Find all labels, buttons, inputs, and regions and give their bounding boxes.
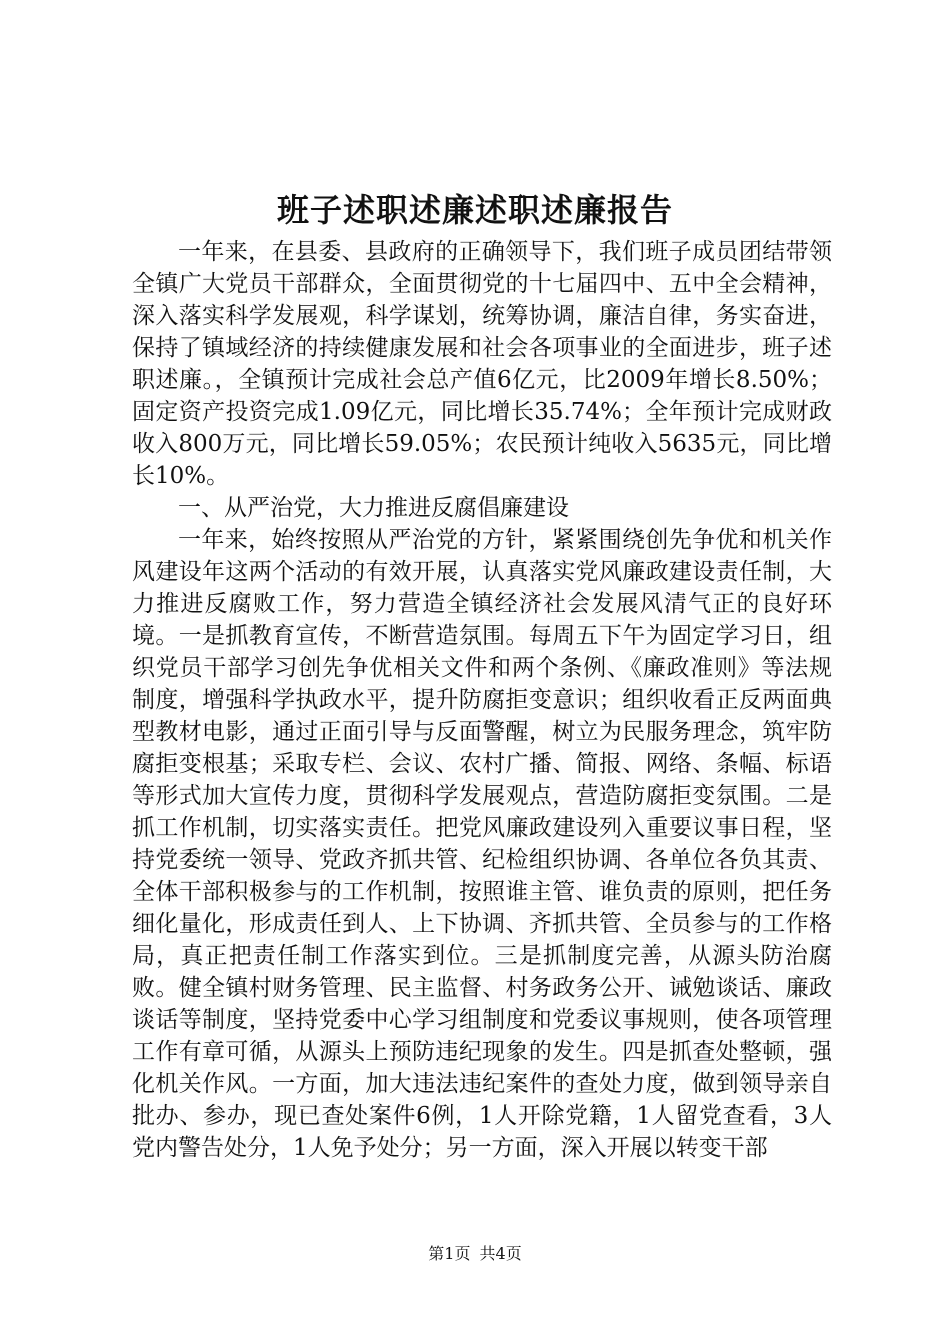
paragraph-section-one: 一年来，始终按照从严治党的方针，紧紧围绕创先争优和机关作风建设年这两个活动的有效开展，认真落实党风廉政建设责任制，大力推进反腐败工作，努力营造全镇经济社会发展风清气正的良好环境。一是抓教育宣传，不断营造氛围。每周五下午为固定学习日，组织党员干部学习创先争优相关文件和两个条例、《廉政准则》等法规制度，增强科学执政水平，提升防腐拒变意识；组织收看正反两面典型教材电影，通过正面引导与反面警醒，树立为民服务理念，筑牢防腐拒变根基；采取专栏、会议、农村广播、简报、网络、条幅、标语等形式加大宣传力度，贯彻科学发展观点，营造防腐拒变氛围。二是抓工作机制，切实落实责任。把党风廉政建设列入重要议事日程，坚持党委统一领导、党政齐抓共管、纪检组织协调、各单位各负其责、全体干部积极参与的工作机制，按照谁主管、谁负责的原则，把任务细化量化，形成责任到人、上下协调、齐抓共管、全员参与的工作格局，真正把责任制工作落实到位。三是抓制度完善，从源头防治腐败。健全镇村财务管理、民主监督、村务政务公开、诫勉谈话、廉政谈话等制度，坚持党委中心学习组制度和党委议事规则，使各项管理工作有章可循，从源头上预防违纪现象的发生。四是抓查处整顿，强化机关作风。一方面，加大违法违纪案件的查处力度，做到领导亲自批办、参办，现已查处案件6例，1人开除党籍，1人留党查看，3人党内警告处分，1人免予处分；另一方面，深入开展以转变干部 [132,527,832,1161]
document-body [132,236,832,1164]
section-heading: 一、从严治党，大力推进反腐倡廉建设 [178,495,569,521]
paragraph-intro: 一年来，在县委、县政府的正确领导下，我们班子成员团结带领全镇广大党员干部群众，全面贯彻党的十七届四中、五中全会精神，深入落实科学发展观，科学谋划，统筹协调，廉洁自律，务实奋进，保持了镇域经济的持续健康发展和社会各项事业的全面进步，班子述职述廉。，全镇预计完成社会总产值6亿元，比2009年增长8.50%；固定资产投资完成1.09亿元，同比增长35.74%；全年预计完成财政收入800万元，同比增长59.05%；农民预计纯收入5635元，同比增长10%。 [132,239,832,489]
page-number: 第1页 [428,1244,471,1263]
document-title: 班子述职述廉述职述廉报告 [276,191,673,229]
page-total: 共4页 [479,1244,522,1263]
page-footer [0,1243,950,1265]
